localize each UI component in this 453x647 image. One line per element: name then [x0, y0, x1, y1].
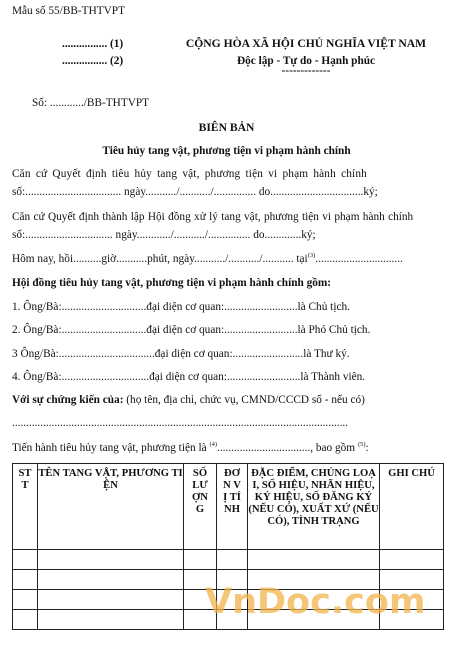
witness-label: Với sự chứng kiến của:	[12, 394, 124, 406]
table-cell	[217, 550, 248, 570]
header-stt: STT	[13, 464, 38, 550]
table-cell	[13, 550, 38, 570]
proceed-mid: ................................., bao gồm	[217, 442, 358, 454]
basis-decision-line-2: số:.................................. ngày.........../.........../............... do.................................ký;	[12, 186, 378, 198]
document-title: BIÊN BẢN	[198, 121, 255, 134]
table-cell	[38, 590, 184, 610]
motto-rule: -------------	[281, 65, 331, 77]
basis-decision-line-1: Căn cứ Quyết định tiêu hủy tang vật, phương tiện vi phạm hành chính	[12, 168, 367, 180]
table-cell	[38, 610, 184, 630]
table-header-row	[13, 464, 444, 550]
agency-line-1: ................ (1)	[62, 38, 124, 50]
time-place-tail: ...............................	[315, 253, 403, 265]
header-characteristics: ĐẶC ĐIỂM, CHỦNG LOẠI, SỐ HIỆU, NHÃN HIỆU, KÝ HIỆU, SỐ ĐĂNG KÝ (NẾU CÓ), XUẤT XỨ (NẾU CÓ), TÌNH TRẠNG	[248, 464, 380, 550]
document-number: Số: ............/BB-THTVPT	[32, 97, 150, 109]
table-cell	[184, 550, 217, 570]
member-3: 3 Ông/Bà:..................................đại diện cơ quan:.........................là Thư ký.	[12, 348, 350, 360]
note-3-marker: (3)	[307, 252, 316, 260]
table-cell	[38, 550, 184, 570]
witness-note: (họ tên, địa chỉ, chức vụ, CMND/CCCD số - nếu có)	[123, 394, 365, 406]
table-row	[13, 550, 444, 570]
header-notes: GHI CHÚ	[380, 464, 444, 550]
table-cell	[248, 550, 380, 570]
member-2: 2. Ông/Bà:..............................đại diện cơ quan:..........................là Phó Chủ tịch.	[12, 324, 371, 336]
member-1: 1. Ông/Bà:..............................đại diện cơ quan:..........................là Chủ tịch.	[12, 301, 350, 313]
table-cell	[38, 570, 184, 590]
note-5-marker: (5)	[357, 441, 366, 449]
table-cell	[13, 590, 38, 610]
proceed-line	[12, 441, 369, 455]
table-cell	[13, 610, 38, 630]
agency-line-2: ................ (2)	[62, 55, 124, 67]
country-name: CỘNG HÒA XÃ HỘI CHỦ NGHĨA VIỆT NAM	[185, 37, 427, 50]
header-quantity: SỐ LƯỢNG	[184, 464, 217, 550]
witness-line	[12, 393, 365, 407]
proceed-tail: :	[365, 442, 369, 454]
witness-dotted-line: .......................................................................................................................	[12, 417, 349, 429]
note-4-marker: (4)	[209, 441, 218, 449]
motto: Độc lập - Tự do - Hạnh phúc	[236, 55, 376, 67]
watermark-logo: VnDoc.com	[205, 582, 426, 622]
form-number: Mẫu số 55/BB-THTVPT	[12, 5, 125, 17]
basis-council-line-1: Căn cứ Quyết định thành lập Hội đồng xử lý tang vật, phương tiện vi phạm hành chính	[12, 211, 414, 223]
table-cell	[380, 550, 444, 570]
header-unit: ĐƠN VỊ TÍNH	[217, 464, 248, 550]
basis-council-line-2: số:............................... ngày............/.........../............... do.............ký;	[12, 229, 316, 241]
member-4: 4. Ông/Bà:...............................đại diện cơ quan:..........................là Thành viên.	[12, 371, 366, 383]
proceed-text: Tiến hành tiêu hủy tang vật, phương tiện là	[12, 442, 210, 454]
time-place-line	[12, 252, 403, 266]
time-place-text: Hôm nay, hồi..........giờ...........phút, ngày.........../.........../........... tại	[12, 253, 308, 265]
council-heading: Hội đồng tiêu hủy tang vật, phương tiện vi phạm hành chính gồm:	[12, 277, 332, 289]
table-cell	[13, 570, 38, 590]
document-subtitle: Tiêu hủy tang vật, phương tiện vi phạm hành chính	[102, 145, 351, 157]
header-item-name: TÊN TANG VẬT, PHƯƠNG TIỆN	[38, 464, 184, 550]
